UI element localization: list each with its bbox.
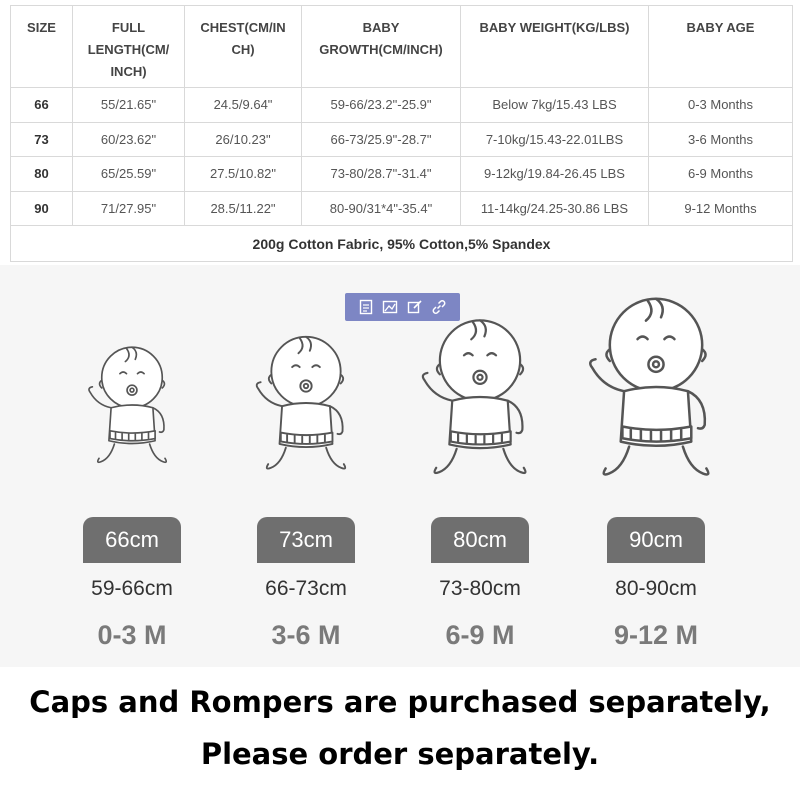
cell-baby-age: 3-6 Months [649,122,793,157]
baby-size-card [410,265,550,667]
baby-illustration [410,265,550,505]
image-edit-icon[interactable] [380,297,400,317]
age-label: 6-9 M [445,620,515,650]
header-size: SIZE [11,6,73,88]
age-label: 3-6 M [271,620,341,650]
size-table [10,5,793,262]
height-range: 73-80cm [439,577,521,600]
cell-chest: 24.5/9.64" [185,88,302,123]
cell-chest: 27.5/10.82" [185,157,302,192]
baby-illustration [62,265,202,505]
cell-size: 80 [11,157,73,192]
header-baby-growth: BABY GROWTH(CM/INCH) [302,6,461,88]
height-range: 59-66cm [91,577,173,600]
table-header-row [11,6,793,88]
age-label: 0-3 M [97,620,167,650]
header-full-length: FULL LENGTH(CM/ INCH) [73,6,185,88]
size-badge: 66cm [83,517,181,563]
table-row [11,191,793,226]
baby-size-card [236,265,376,667]
cell-baby-age: 9-12 Months [649,191,793,226]
cell-full-length: 60/23.62" [73,122,185,157]
cell-baby-age: 0-3 Months [649,88,793,123]
cell-baby-growth: 73-80/28.7"-31.4" [302,157,461,192]
table-row [11,157,793,192]
size-table-section [0,0,800,265]
height-range: 66-73cm [265,577,347,600]
fabric-note: 200g Cotton Fabric, 95% Cotton,5% Spandex [11,226,793,262]
cell-baby-weight: Below 7kg/15.43 LBS [461,88,649,123]
table-note-row [11,226,793,262]
cell-baby-growth: 80-90/31*4"-35.4" [302,191,461,226]
notice-line-1: Caps and Rompers are purchased separately, [29,685,771,719]
table-row [11,122,793,157]
cell-baby-growth: 66-73/25.9"-28.7" [302,122,461,157]
cell-full-length: 55/21.65" [73,88,185,123]
header-baby-age: BABY AGE [649,6,793,88]
cell-size: 90 [11,191,73,226]
cell-baby-growth: 59-66/23.2"-25.9" [302,88,461,123]
cell-full-length: 65/25.59" [73,157,185,192]
header-chest: CHEST(CM/IN CH) [185,6,302,88]
age-label: 9-12 M [613,620,699,650]
cell-baby-weight: 7-10kg/15.43-22.01LBS [461,122,649,157]
notice-line-2: Please order separately. [200,737,600,771]
cell-size: 73 [11,122,73,157]
baby-size-card [62,265,202,667]
size-badge: 73cm [257,517,355,563]
cell-size: 66 [11,88,73,123]
size-badge: 90cm [607,517,705,563]
size-badge: 80cm [431,517,529,563]
cell-baby-age: 6-9 Months [649,157,793,192]
cell-baby-weight: 9-12kg/19.84-26.45 LBS [461,157,649,192]
cell-chest: 28.5/11.22" [185,191,302,226]
baby-illustration [586,265,726,505]
table-row [11,88,793,123]
purchase-notice [0,667,800,800]
baby-size-card [586,265,726,667]
cell-full-length: 71/27.95" [73,191,185,226]
cell-baby-weight: 11-14kg/24.25-30.86 LBS [461,191,649,226]
header-baby-weight: BABY WEIGHT(KG/LBS) [461,6,649,88]
cell-chest: 26/10.23" [185,122,302,157]
height-range: 80-90cm [615,577,697,600]
baby-size-chart [0,265,800,667]
baby-illustration [236,265,376,505]
